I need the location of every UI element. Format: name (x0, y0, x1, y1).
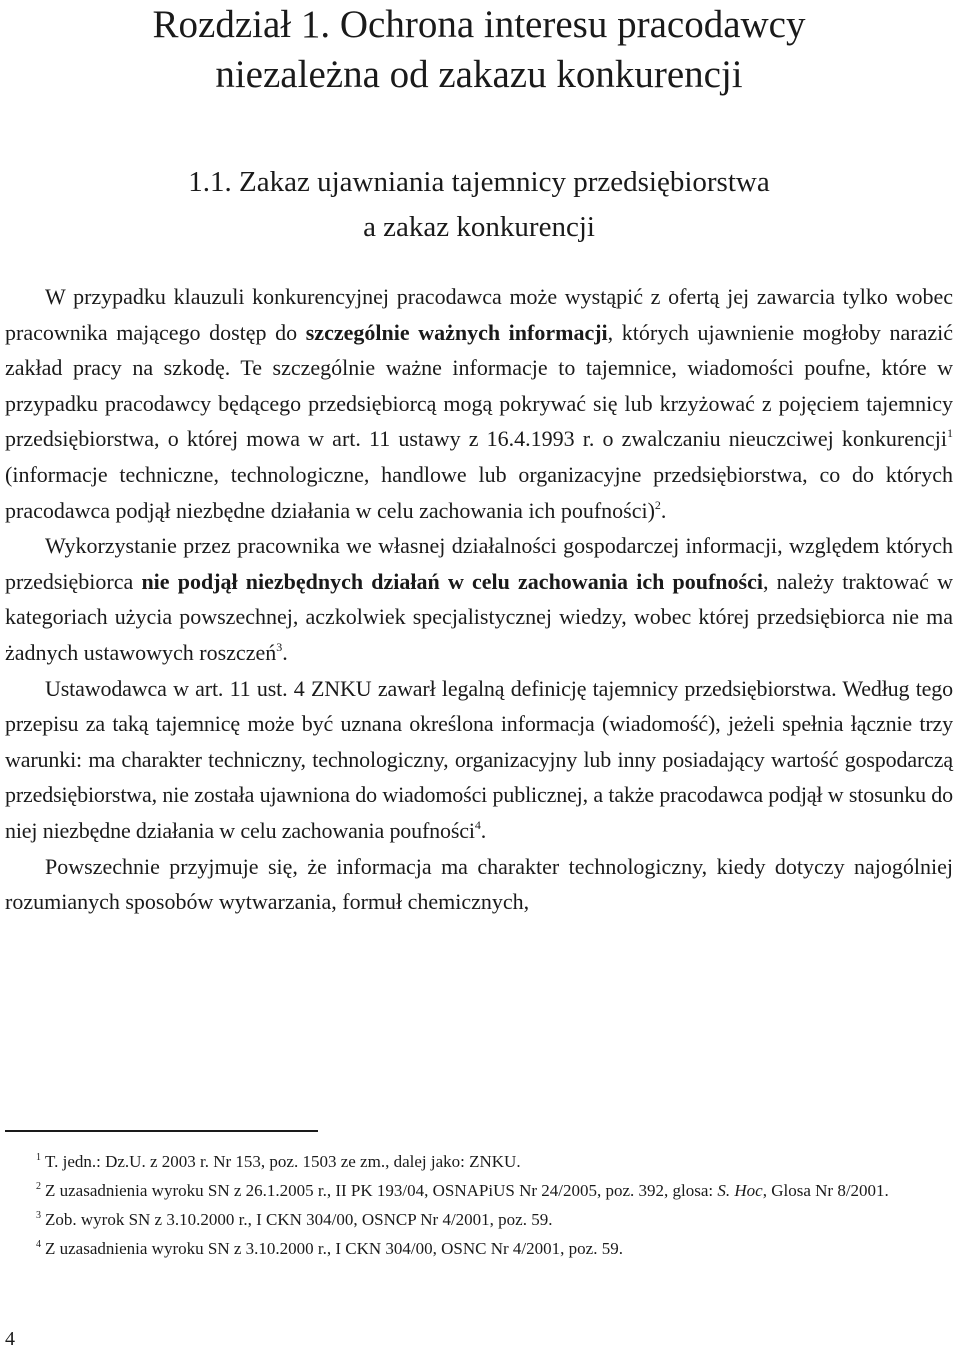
chapter-title-line2: niezależna od zakazu konkurencji (215, 53, 743, 96)
paragraph-1 (5, 279, 953, 528)
footnote-number: 3 (36, 1210, 41, 1221)
footnote-number: 4 (36, 1239, 41, 1250)
section-title (5, 160, 953, 250)
body-text (5, 279, 953, 920)
paragraph-1-emphasis: szczególnie ważnych informacji (305, 319, 608, 345)
footnotes (5, 1147, 953, 1263)
footnote-text: Z uzasadnienia wyroku SN z 3.10.2000 r., I CKN 304/00, OSNC Nr 4/2001, poz. 59. (45, 1239, 623, 1258)
chapter-title (5, 0, 953, 100)
paragraph-1-text-d: . (660, 497, 667, 523)
footnote-text: Z uzasadnienia wyroku SN z 26.1.2005 r., II PK 193/04, OSNAPiUS Nr 24/2005, poz. 392, glosa: (45, 1181, 718, 1200)
footnote-2 (5, 1176, 953, 1205)
paragraph-1-text-c: (informacje techniczne, technologiczne, handlowe lub organizacyjne przedsiębiorstwa, co do których pracodawca podjął niezbędne działania w celu zachowania ich poufności) (5, 461, 953, 523)
footnote-text: T. jedn.: Dz.U. z 2003 r. Nr 153, poz. 1503 ze zm., dalej jako: ZNKU. (45, 1152, 521, 1171)
footnote-3 (5, 1205, 953, 1234)
section-title-line2: a zakaz konkurencji (363, 211, 595, 243)
paragraph-2 (5, 528, 953, 670)
page-number: 4 (5, 1328, 15, 1350)
footnote-ref-1[interactable]: 1 (947, 426, 953, 441)
paragraph-2-text-b: , należy traktować w kategoriach użycia powszechnej, aczkolwiek specjalistycznej wiedzy, wobec której przedsiębiorca nie ma żadnych ustawowych roszczeń (5, 568, 953, 665)
footnote-4 (5, 1234, 953, 1263)
paragraph-2-text-a: Wykorzystanie przez pracownika we własnej działalności gospodarczej informacji, względem których przedsiębiorca (5, 533, 953, 594)
chapter-title-line1: Rozdział 1. Ochrona interesu pracodawcy (152, 3, 806, 46)
paragraph-2-emphasis: nie podjął niezbędnych działań w celu zachowania ich poufności (141, 568, 763, 594)
footnote-ref-2[interactable]: 2 (654, 497, 661, 512)
footnote-text: Zob. wyrok SN z 3.10.2000 r., I CKN 304/00, OSNCP Nr 4/2001, poz. 59. (45, 1210, 553, 1229)
footnote-number: 1 (36, 1152, 41, 1163)
paragraph-1-text-a: W przypadku klauzuli konkurencyjnej pracodawca może wystąpić z ofertą jej zawarcia tylko wobec pracownika mającego dostęp do (5, 284, 953, 345)
footnote-ref-4[interactable]: 4 (474, 817, 481, 832)
section-title-line1: 1.1. Zakaz ujawniania tajemnicy przedsiębiorstwa (188, 166, 770, 198)
paragraph-3 (5, 671, 953, 849)
footnote-ref-3[interactable]: 3 (276, 639, 283, 654)
paragraph-3-text-a: Ustawodawca w art. 11 ust. 4 ZNKU zawarł legalną definicję tajemnicy przedsiębiorstwa. Według tego przepisu za taką tajemnicę może być uznana określona informacja (wiadomość), jeżeli spełnia łącznie trzy warunki: ma charakter techniczny, technologiczny, organizacyjny lub inny posiadający wartość gospodarczą przedsiębiorstwa, nie została ujawniona do wiadomości publicznej, a także pracodawca podjął w stosunku do niej niezbędne działania w celu zachowania poufności (5, 675, 953, 843)
paragraph-4: Powszechnie przyjmuje się, że informacja ma charakter technologiczny, kiedy dotyczy najogólniej rozumianych sposobów wytwarzania, formuł chemicznych, (5, 853, 953, 915)
paragraph-1-text-b: , których ujawnienie mogłoby narazić zakład pracy na szkodę. Te szczególnie ważne informacje to tajemnice, wiadomości poufne, które w przypadku pracodawcy będącego przedsiębiorcą mogą pokrywać się lub krzyżować z pojęciem tajemnicy przedsiębiorstwa, o której mowa w art. 11 ustawy z 16.4.1993 r. o zwalczaniu nieuczciwej konkurencji (5, 319, 953, 452)
paragraph-2-text-c: . (282, 639, 288, 665)
footnote-number: 2 (36, 1181, 41, 1192)
paragraph-3-text-b: . (480, 817, 487, 843)
footnote-author: S. Hoc (717, 1181, 763, 1200)
footnote-text-end: , Glosa Nr 8/2001. (762, 1181, 889, 1200)
footnote-1 (5, 1147, 953, 1176)
footnote-separator (5, 1130, 318, 1132)
